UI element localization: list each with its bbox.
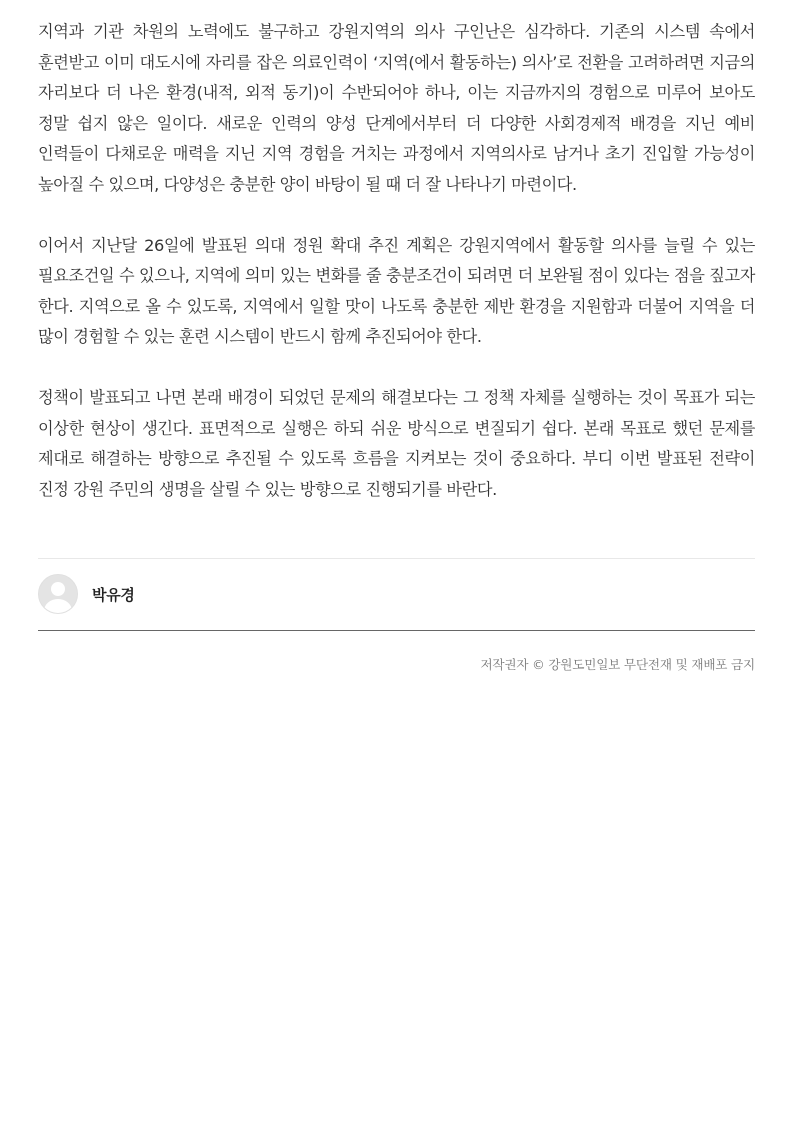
avatar-head-shape — [51, 582, 65, 596]
copyright-notice: 저작권자 © 강원도민일보 무단전재 및 재배포 금지 — [480, 657, 755, 672]
author-byline[interactable] — [38, 574, 135, 614]
article-paragraph: 정책이 발표되고 나면 본래 배경이 되었던 문제의 해결보다는 그 정책 자체를 실행하는 것이 목표가 되는 이상한 현상이 생긴다. 표면적으로 실행은 하되 쉬운 방식으로 변질되기 쉽다. 본래 목표로 했던 문제를 제대로 해결하는 방향으로 추진될 수 있도록 흐름을 지켜보는 것이 중요하다. 부디 이번 발표된 전략이 진정 강원 주민의 생명을 살릴 수 있는 방향으로 진행되기를 바란다. — [38, 387, 755, 499]
byline-top-divider — [38, 558, 755, 559]
byline-bottom-divider — [38, 630, 755, 631]
author-name[interactable]: 박유경 — [92, 585, 135, 604]
user-placeholder-icon[interactable] — [38, 574, 78, 614]
article-paragraph: 지역과 기관 차원의 노력에도 불구하고 강원지역의 의사 구인난은 심각하다. 기존의 시스템 속에서 훈련받고 이미 대도시에 자리를 잡은 의료인력이 ‘지역(에서 활동하는) 의사’로 전환을 고려하려면 지금의 자리보다 더 나은 환경(내적, 외적 동기)이 수반되어야 하나, 이는 지금까지의 경험으로 미루어 보아도 정말 쉽지 않은 일이다. 새로운 인력의 양성 단계에서부터 더 다양한 사회경제적 배경을 지닌 예비 인력들이 다채로운 매력을 지닌 지역 경험을 거치는 과정에서 지역의사로 남거나 초기 진입할 가능성이 높아질 수 있으며, 다양성은 충분한 양이 바탕이 될 때 더 잘 나타나기 마련이다. — [38, 22, 755, 194]
article-body — [38, 17, 755, 535]
avatar-shoulders-shape — [44, 599, 72, 614]
article-paragraph: 이어서 지난달 26일에 발표된 의대 정원 확대 추진 계획은 강원지역에서 활동할 의사를 늘릴 수 있는 필요조건일 수 있으나, 지역에 의미 있는 변화를 줄 충분조건이 되려면 더 보완될 점이 있다는 점을 짚고자 한다. 지역으로 올 수 있도록, 지역에서 일할 맛이 나도록 충분한 제반 환경을 지원함과 더불어 지역을 더 많이 경험할 수 있는 훈련 시스템이 반드시 함께 추진되어야 한다. — [38, 235, 755, 347]
